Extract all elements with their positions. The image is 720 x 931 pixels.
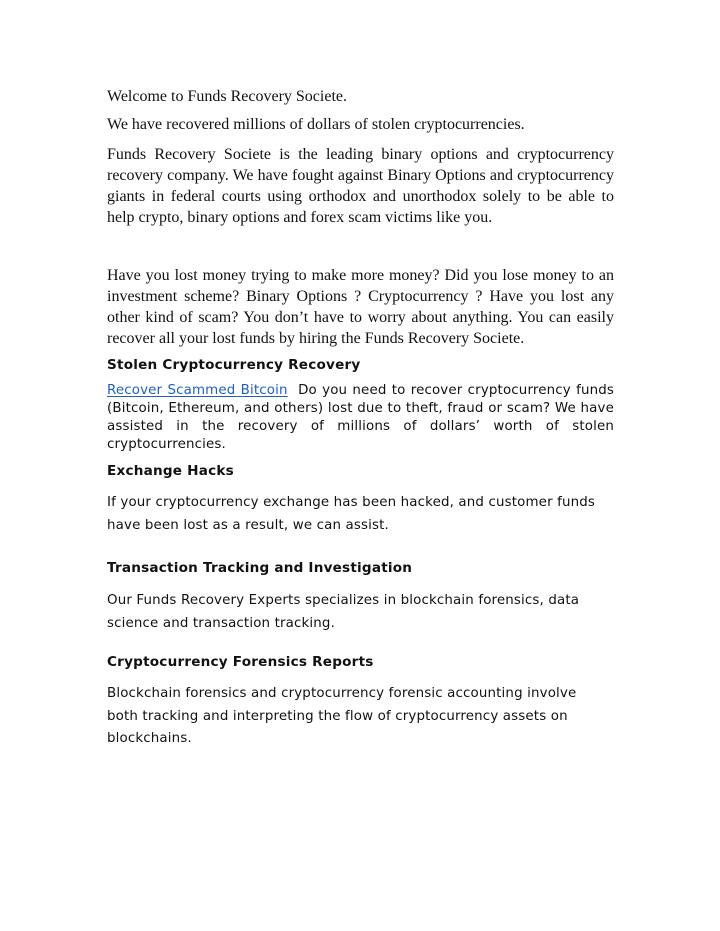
recovered-line: We have recovered millions of dollars of stolen cryptocurrencies. (107, 116, 525, 133)
stolen-recovery-heading: Stolen Cryptocurrency Recovery (107, 357, 361, 373)
transaction-tracking-heading: Transaction Tracking and Investigation (107, 560, 413, 576)
transaction-tracking-body: Our Funds Recovery Experts specializes in blockchain forensics, data science and transaction tracking. (107, 593, 580, 631)
forensics-reports-body: Blockchain forensics and cryptocurrency forensic accounting involve both tracking and interpreting the flow of cryptocurrency assets on blockchains. (107, 686, 577, 746)
stolen-recovery-body: Do you need to recover cryptocurrency funds (Bitcoin, Ethereum, and others) lost due to theft, fraud or scam? We have assisted in the recovery of millions of dollars’ worth of stolen cryptocurrencies. (107, 383, 614, 452)
stolen-recovery-paragraph (107, 382, 614, 454)
recover-scammed-bitcoin-link[interactable]: Recover Scammed Bitcoin (107, 383, 288, 398)
about-paragraph: Funds Recovery Societe is the leading binary options and cryptocurrency recovery company. We have fought against Binary Options and cryptocurrency giants in federal courts using orthodox and unorthodox solely to be able to help crypto, binary options and forex scam victims like you. (107, 146, 614, 226)
forensics-reports-heading: Cryptocurrency Forensics Reports (107, 654, 374, 670)
exchange-hacks-body: If your cryptocurrency exchange has been hacked, and customer funds have been lost as a result, we can assist. (107, 495, 596, 533)
exchange-hacks-heading: Exchange Hacks (107, 463, 234, 479)
question-paragraph: Have you lost money trying to make more money? Did you lose money to an investment scheme? Binary Options ? Cryptocurrency ? Have you lost any other kind of scam? You don’t have to worry about anything. You can easily recover all your lost funds by hiring the Funds Recovery Societe. (107, 267, 614, 347)
welcome-line: Welcome to Funds Recovery Societe. (107, 88, 347, 105)
